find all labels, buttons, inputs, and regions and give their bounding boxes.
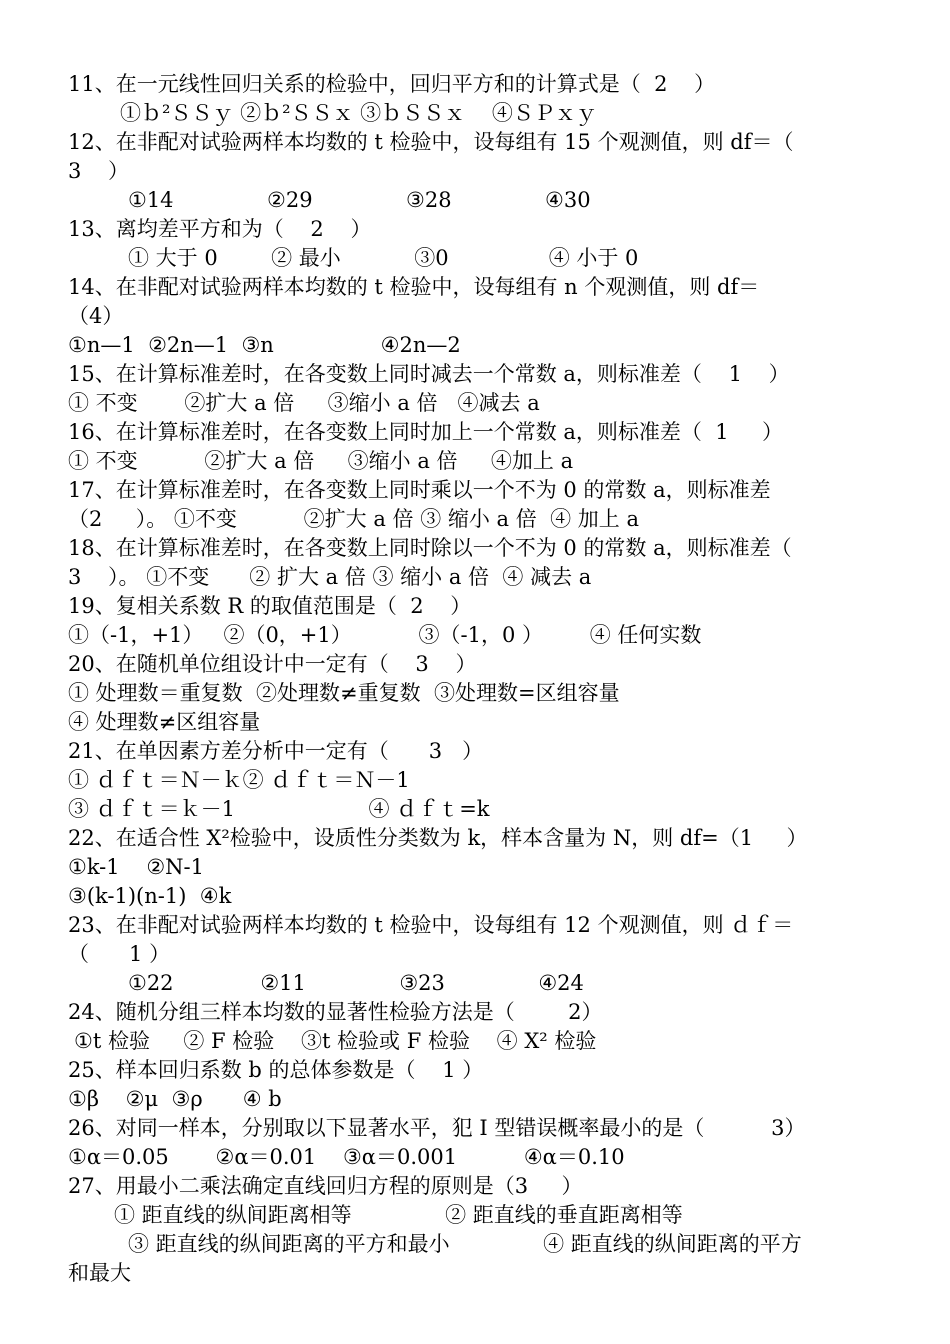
options-line: ①14 ②29 ③28 ④30 [128,188,591,212]
question-line: 26、对同一样本，分别取以下显著水平，犯 I 型错误概率最小的是（ 3） [68,1116,806,1140]
question-line: 14、在非配对试验两样本均数的 t 检验中，设每组有 n 个观测值，则 df＝ [68,275,760,299]
question-line: 22、在适合性 X²检验中，设质性分类数为 k，样本含量为 N，则 df=（1 ） [68,826,808,850]
options-line: 3 ）。 ①不变 ② 扩大 a 倍 ③ 缩小 a 倍 ④ 减去 a [68,565,592,589]
question-line: 21、在单因素方差分析中一定有（ 3 ） [68,739,484,763]
question-line: 17、在计算标准差时，在各变数上同时乘以一个不为 0 的常数 a，则标准差 [68,478,771,502]
question-line: 27、用最小二乘法确定直线回归方程的原则是（3 ） [68,1174,583,1198]
question-line: 20、在随机单位组设计中一定有（ 3 ） [68,652,477,676]
options-line: ① 不变 ②扩大 a 倍 ③缩小 a 倍 ④加上 a [68,449,574,473]
options-line: ③ ｄｆｔ＝ｋ－1 ④ ｄｆｔ=k [68,797,490,821]
options-line: ① 不变 ②扩大 a 倍 ③缩小 a 倍 ④减去 a [68,391,540,415]
question-line: （ 1 ） [68,942,171,966]
question-line: 23、在非配对试验两样本均数的 t 检验中，设每组有 12 个观测值，则 ｄｆ＝ [68,913,794,937]
options-line: ① ｄｆｔ＝Ｎ－ｋ② ｄｆｔ＝Ｎ－1 [68,768,410,792]
question-line: 3 ） [68,159,130,183]
question-line: （4） [68,304,124,328]
options-line: ①ｂ²ＳＳｙ ②ｂ²ＳＳｘ ③ｂＳＳｘ ④ＳＰｘｙ [120,101,597,125]
question-line: 24、随机分组三样本均数的显著性检验方法是（ 2） [68,1000,603,1024]
question-line: 15、在计算标准差时，在各变数上同时减去一个常数 a，则标准差（ 1 ） [68,362,790,386]
question-line: 25、样本回归系数 b 的总体参数是（ 1 ） [68,1058,484,1082]
options-line: ①t 检验 ② F 检验 ③t 检验或 F 检验 ④ X² 检验 [74,1029,597,1053]
options-line: ③ 距直线的纵间距离的平方和最小 ④ 距直线的纵间距离的平方 [128,1232,802,1256]
question-line: 11、在一元线性回归关系的检验中，回归平方和的计算式是（ 2 ） [68,72,716,96]
question-line: 19、复相关系数 R 的取值范围是（ 2 ） [68,594,472,618]
options-line: ①n—1 ②2n—1 ③n ④2n—2 [68,333,461,357]
options-line: ③(k-1)(n-1) ④k [68,884,232,908]
options-line: ①k-1 ②N-1 [68,855,204,879]
options-line: ① 处理数＝重复数 ②处理数≠重复数 ③处理数=区组容量 [68,681,620,705]
options-line: （2 ）。 ①不变 ②扩大 a 倍 ③ 缩小 a 倍 ④ 加上 a [68,507,639,531]
options-line: ① 大于 0 ② 最小 ③0 ④ 小于 0 [128,246,639,270]
question-line: 16、在计算标准差时，在各变数上同时加上一个常数 a，则标准差（ 1 ） [68,420,784,444]
options-line: ①β ②μ ③ρ ④ b [68,1087,282,1111]
options-line: ④ 处理数≠区组容量 [68,710,261,734]
question-line: 13、离均差平方和为（ 2 ） [68,217,372,241]
question-line: 12、在非配对试验两样本均数的 t 检验中，设每组有 15 个观测值，则 df＝（ [68,130,794,154]
question-line: 18、在计算标准差时，在各变数上同时除以一个不为 0 的常数 a，则标准差（ [68,536,792,560]
options-line: ①22 ②11 ③23 ④24 [128,971,584,995]
options-line: ①（-1，+1） ②（0，+1） ③（-1，0 ） ④ 任何实数 [68,623,702,647]
options-line: 和最大 [68,1261,131,1285]
options-line: ① 距直线的纵间距离相等 ② 距直线的垂直距离相等 [114,1203,683,1227]
options-line: ①α＝0.05 ②α＝0.01 ③α＝0.001 ④α＝0.10 [68,1145,625,1169]
